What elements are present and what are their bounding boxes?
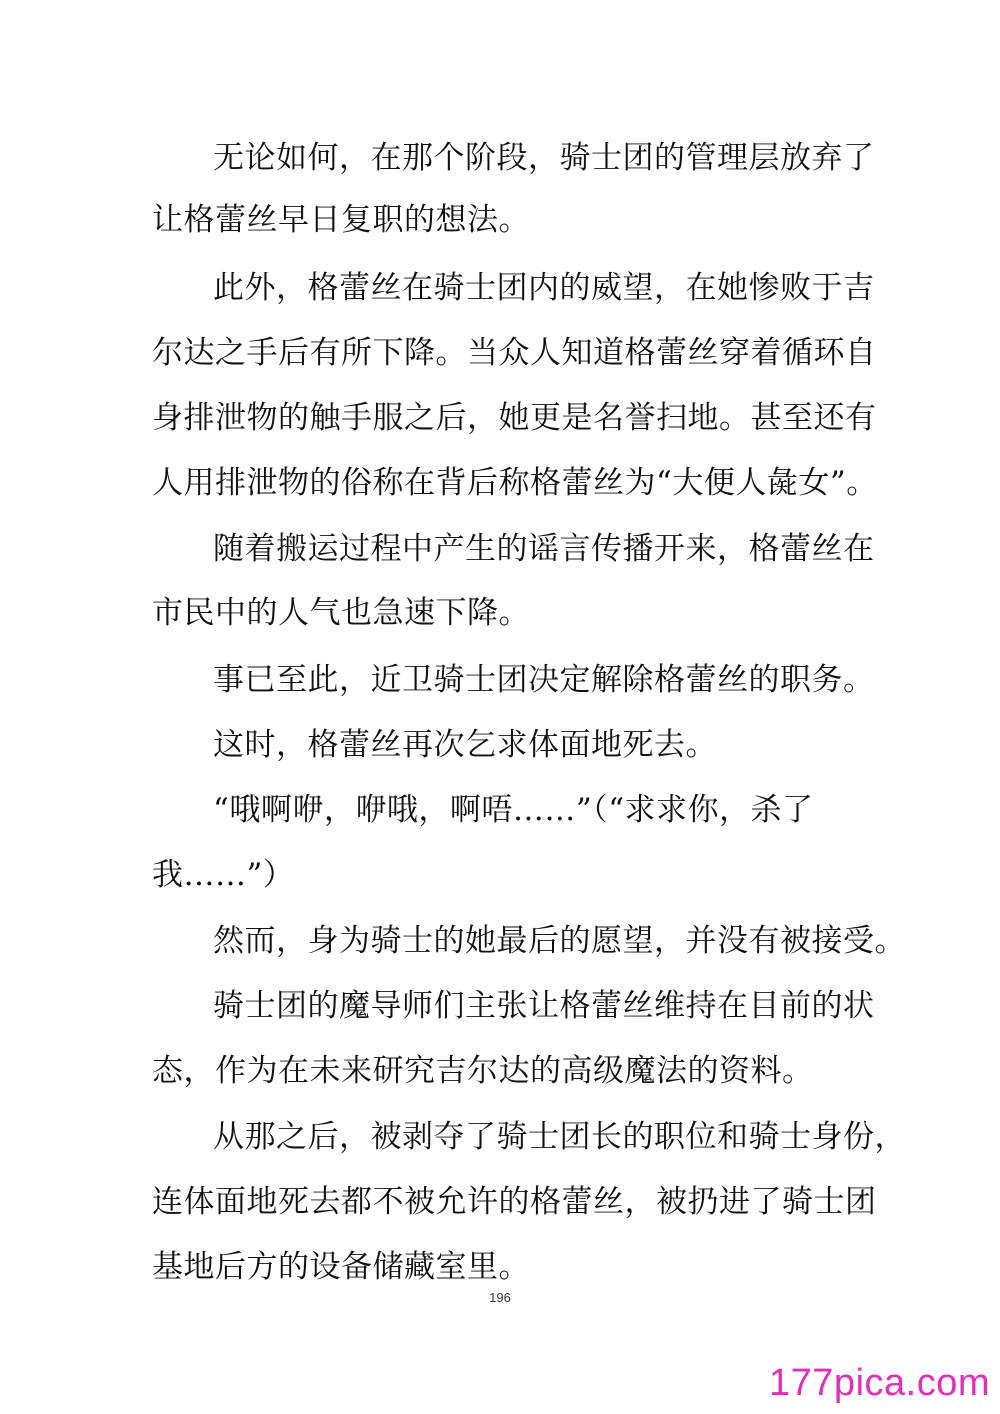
text-line: 态，作为在未来研究吉尔达的高级魔法的资料。 [152,1053,814,1089]
text-line: 此外，格蕾丝在骑士团内的威望，在她惨败于吉 [213,270,875,306]
text-line: 市民中的人气也急速下降。 [152,595,530,631]
text-line: 身排泄物的触手服之后，她更是名誉扫地。甚至还有 [152,400,877,436]
text-line: 我……”） [152,857,295,893]
watermark: 177pica.com [769,1362,990,1404]
text-line: 这时，格蕾丝再次乞求体面地死去。 [213,727,717,763]
text-line: 尔达之手后有所下降。当众人知道格蕾丝穿着循环自 [152,335,877,371]
text-line: 随着搬运过程中产生的谣言传播开来，格蕾丝在 [213,531,875,567]
text-line: 人用排泄物的俗称在背后称格蕾丝为“大便人彘女”。 [152,465,878,501]
text-line: 无论如何，在那个阶段，骑士团的管理层放弃了 [213,140,875,176]
text-line: 事已至此，近卫骑士团决定解除格蕾丝的职务。 [213,662,875,698]
text-line: 从那之后，被剥夺了骑士团长的职位和骑士身份， [213,1119,906,1155]
text-line: 骑士团的魔导师们主张让格蕾丝维持在目前的状 [213,988,875,1024]
text-line: 连体面地死去都不被允许的格蕾丝，被扔进了骑士团 [152,1184,877,1220]
text-line: 然而，身为骑士的她最后的愿望，并没有被接受。 [213,923,906,959]
text-line: 基地后方的设备储藏室里。 [152,1249,530,1285]
text-line: “哦啊咿，咿哦，啊唔……”（“求求你，杀了 [213,792,814,828]
text-line: 让格蕾丝早日复职的想法。 [152,202,530,238]
page-number: 196 [489,1290,511,1305]
